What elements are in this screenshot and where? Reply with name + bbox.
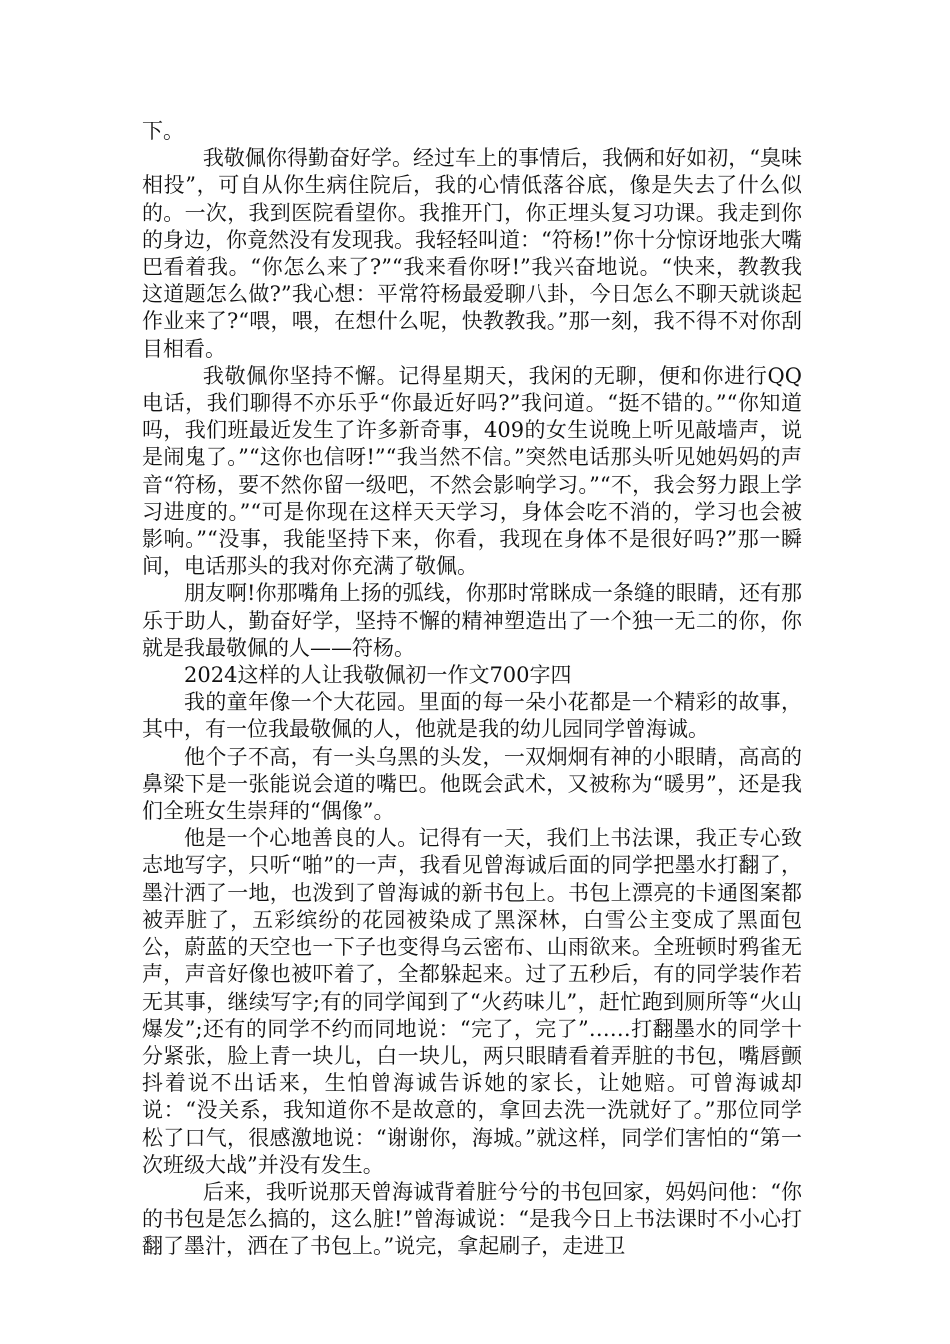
- paragraph-8: 后来，我听说那天曾海诚背着脏兮兮的书包回家，妈妈问他：“你的书包是怎么搞的，这么脏!”曾海诚说：“是我今日上书法课时不小心打翻了墨汁，洒在了书包上。”说完，拿起刷子，走进卫: [142, 1179, 802, 1259]
- paragraph-2: 我敬佩你得勤奋好学。经过车上的事情后，我俩和好如初，“臭味相投”，可自从你生病住院后，我的心情低落谷底，像是失去了什么似的。一次，我到医院看望你。我推开门，你正埋头复习功课。我走到你的身边，你竟然没有发现我。我轻轻叫道：“符杨!”你十分惊讶地张大嘴巴看着我。“你怎么来了?”“我来看你呀!”我兴奋地说。“快来，教教我这道题怎么做?”我心想：平常符杨最爱聊八卦，今日怎么不聊天就谈起作业来了?“喂，喂，在想什么呢，快教教我。”那一刻，我不得不对你刮目相看。: [142, 146, 802, 361]
- document-page: [142, 118, 802, 1261]
- paragraph-1: 下。: [142, 119, 184, 143]
- paragraph-4: 朋友啊!你那嘴角上扬的弧线，你那时常眯成一条缝的眼睛，还有那乐于助人，勤奋好学，坚持不懈的精神塑造出了一个独一无二的你，你就是我最敬佩的人——符杨。: [142, 581, 802, 660]
- paragraph-6: 他个子不高，有一头乌黑的头发，一双炯炯有神的小眼睛，高高的鼻梁下是一张能说会道的嘴巴。他既会武术，又被称为“暖男”，还是我们全班女生崇拜的“偶像”。: [142, 744, 802, 824]
- paragraph-7: 他是一个心地善良的人。记得有一天，我们上书法课，我正专心致志地写字，只听“啪”的一声，我看见曾海诚后面的同学把墨水打翻了，墨汁洒了一地，也泼到了曾海诚的新书包上。书包上漂亮的卡通图案都被弄脏了，五彩缤纷的花园被染成了黑深林，白雪公主变成了黑面包公，蔚蓝的天空也一下子也变得乌云密布、山雨欲来。全班顿时鸦雀无声，声音好像也被吓着了，全都躲起来。过了五秒后，有的同学装作若无其事，继续写字;有的同学闻到了“火药味儿”，赶忙跑到厕所等“火山爆发”;还有的同学不约而同地说：“完了，完了”……打翻墨水的同学十分紧张，脸上青一块儿，白一块儿，两只眼睛看着弄脏的书包，嘴唇颤抖着说不出话来，生怕曾海诚告诉她的家长，让她赔。可曾海诚却说：“没关系，我知道你不是故意的，拿回去洗一洗就好了。”那位同学松了口气，很感激地说：“谢谢你，海城。”就这样，同学们害怕的“第一次班级大战”并没有发生。: [142, 826, 802, 1177]
- paragraph-5: 我的童年像一个大花园。里面的每一朵小花都是一个精彩的故事，其中，有一位我最敬佩的人，他就是我的幼儿园同学曾海诚。: [142, 690, 802, 742]
- section-heading: 2024这样的人让我敬佩初一作文700字四: [184, 663, 572, 688]
- paragraph-3: 我敬佩你坚持不懈。记得星期天，我闲的无聊，便和你进行QQ电话，我们聊得不亦乐乎“你最近好吗?”我问道。“挺不错的。”“你知道吗，我们班最近发生了许多新奇事，409的女生说晚上听见敲墙声，说是闹鬼了。”“这你也信呀!”“我当然不信。”突然电话那头听见她妈妈的声音“符杨，要不然你留一级吧，不然会影响学习。”“不，我会努力跟上学习进度的。”“可是你现在这样天天学习，身体会吃不消的，学习也会被影响。”“没事，我能坚持下来，你看，我现在身体不是很好吗?”那一瞬间，电话那头的我对你充满了敬佩。: [142, 363, 802, 579]
